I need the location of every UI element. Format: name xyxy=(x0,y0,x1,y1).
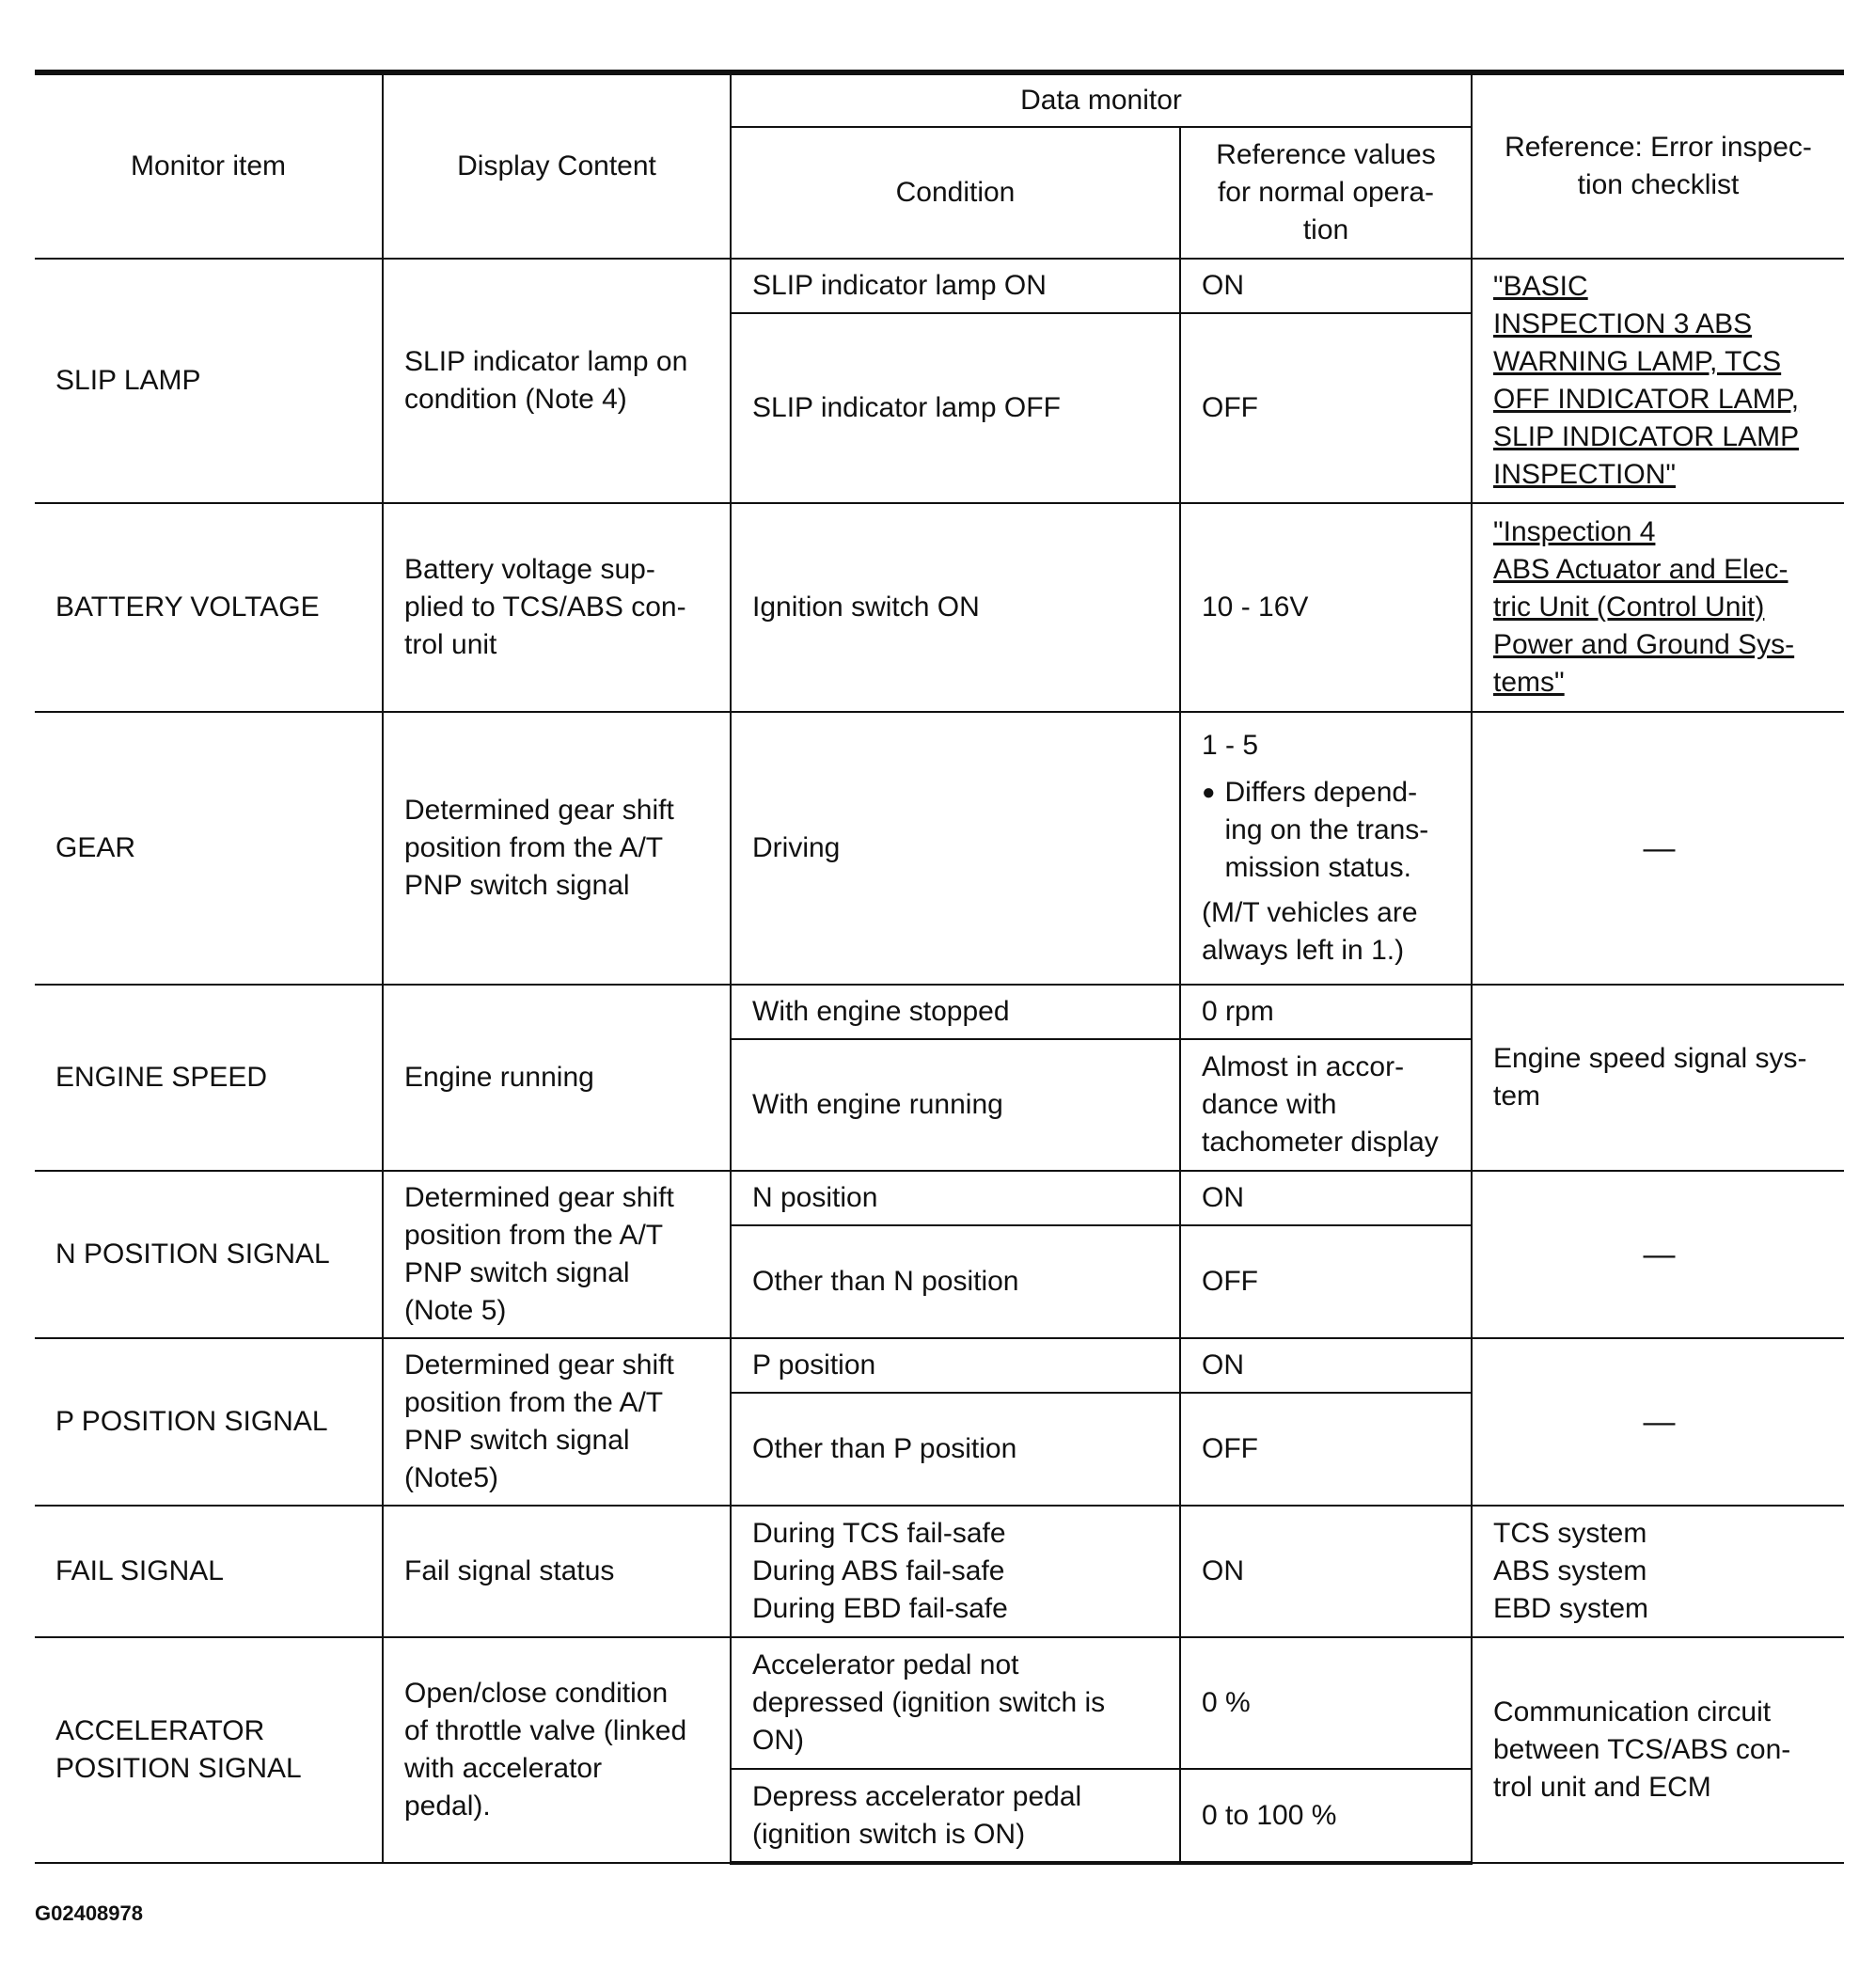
condition-cell: Ignition switch ON xyxy=(731,503,1180,712)
display-content: SLIP indicator lamp on condition (Note 4) xyxy=(383,259,731,503)
table-row xyxy=(35,985,1844,1039)
table-row xyxy=(35,1637,1844,1769)
reference-value-cell: ON xyxy=(1180,259,1472,313)
table-row xyxy=(35,1506,1844,1637)
display-content: Engine running xyxy=(383,985,731,1171)
display-content: Determined gear shift position from the A/T PNP switch signal xyxy=(383,712,731,985)
checklist-none: — xyxy=(1472,712,1844,985)
table-row xyxy=(35,259,1844,313)
reference-value-cell: Almost in accor- dance with tachometer display xyxy=(1180,1039,1472,1171)
monitor-item: P POSITION SIGNAL xyxy=(35,1338,383,1506)
table-row xyxy=(35,503,1844,712)
table-row xyxy=(35,712,1844,985)
reference-value-cell: OFF xyxy=(1180,1393,1472,1506)
bullet-icon: ● xyxy=(1202,780,1216,805)
condition-cell: With engine running xyxy=(731,1039,1180,1171)
monitor-item: GEAR xyxy=(35,712,383,985)
header-data-monitor: Data monitor xyxy=(731,72,1472,127)
condition-cell: Other than P position xyxy=(731,1393,1180,1506)
reference-value-cell: ON xyxy=(1180,1338,1472,1393)
display-content: Battery voltage sup- plied to TCS/ABS con- trol unit xyxy=(383,503,731,712)
monitor-item: ACCELERATOR POSITION SIGNAL xyxy=(35,1637,383,1863)
monitor-item: BATTERY VOLTAGE xyxy=(35,503,383,712)
condition-cell: During TCS fail-safe During ABS fail-safe During EBD fail-safe xyxy=(731,1506,1180,1637)
condition-cell: Other than N position xyxy=(731,1225,1180,1338)
checklist-none: — xyxy=(1472,1338,1844,1506)
display-content: Open/close condition of throttle valve (linked with accelerator pedal). xyxy=(383,1637,731,1863)
figure-id: G02408978 xyxy=(35,1901,143,1925)
reference-value-cell: ON xyxy=(1180,1171,1472,1225)
checklist-link[interactable]: "Inspection 4 ABS Actuator and Elec- tric Unit (Control Unit) Power and Ground Sys- tems" xyxy=(1472,503,1844,712)
data-monitor-table xyxy=(35,70,1844,1865)
checklist-link[interactable]: "BASIC INSPECTION 3 ABS WARNING LAMP, TCS OFF INDICATOR LAMP, SLIP INDICATOR LAMP INSPECTION" xyxy=(1472,259,1844,503)
monitor-item: N POSITION SIGNAL xyxy=(35,1171,383,1338)
condition-cell: Depress accelerator pedal (ignition switch is ON) xyxy=(731,1769,1180,1863)
condition-cell: With engine stopped xyxy=(731,985,1180,1039)
condition-cell: Accelerator pedal not depressed (ignition switch is ON) xyxy=(731,1637,1180,1769)
reference-value-cell: ON xyxy=(1180,1506,1472,1637)
reference-value-cell: OFF xyxy=(1180,1225,1472,1338)
data-monitor-table-wrapper xyxy=(35,70,1844,1865)
checklist-text: TCS system ABS system EBD system xyxy=(1472,1506,1844,1637)
header-checklist: Reference: Error inspec- tion checklist xyxy=(1472,72,1844,259)
header-condition: Condition xyxy=(731,127,1180,259)
reference-value-cell: 0 % xyxy=(1180,1637,1472,1769)
reference-value-cell: 0 to 100 % xyxy=(1180,1769,1472,1863)
table-row xyxy=(35,1171,1844,1225)
header-reference-values: Reference values for normal opera- tion xyxy=(1180,127,1472,259)
condition-cell: Driving xyxy=(731,712,1180,985)
reference-value-cell: 10 - 16V xyxy=(1180,503,1472,712)
condition-cell: N position xyxy=(731,1171,1180,1225)
header-monitor-item: Monitor item xyxy=(35,72,383,259)
monitor-item: SLIP LAMP xyxy=(35,259,383,503)
display-content: Determined gear shift position from the A/T PNP switch signal (Note 5) xyxy=(383,1171,731,1338)
condition-cell: P position xyxy=(731,1338,1180,1393)
condition-cell: SLIP indicator lamp OFF xyxy=(731,313,1180,503)
monitor-item: FAIL SIGNAL xyxy=(35,1506,383,1637)
display-content: Fail signal status xyxy=(383,1506,731,1637)
condition-cell: SLIP indicator lamp ON xyxy=(731,259,1180,313)
checklist-text: Communication circuit between TCS/ABS con- trol unit and ECM xyxy=(1472,1637,1844,1863)
bullet-item: ● Differs depend- ing on the trans- mission status. xyxy=(1202,774,1452,887)
reference-value-cell: 0 rpm xyxy=(1180,985,1472,1039)
reference-value-cell: 1 - 5 ● Differs depend- ing on the trans- mission status. (M/T vehicles are always left in 1.) xyxy=(1180,712,1472,985)
reference-value-cell: OFF xyxy=(1180,313,1472,503)
table-row xyxy=(35,1338,1844,1393)
checklist-none: — xyxy=(1472,1171,1844,1338)
header-display-content: Display Content xyxy=(383,72,731,259)
display-content: Determined gear shift position from the A/T PNP switch signal (Note5) xyxy=(383,1338,731,1506)
checklist-text: Engine speed signal sys- tem xyxy=(1472,985,1844,1171)
monitor-item: ENGINE SPEED xyxy=(35,985,383,1171)
